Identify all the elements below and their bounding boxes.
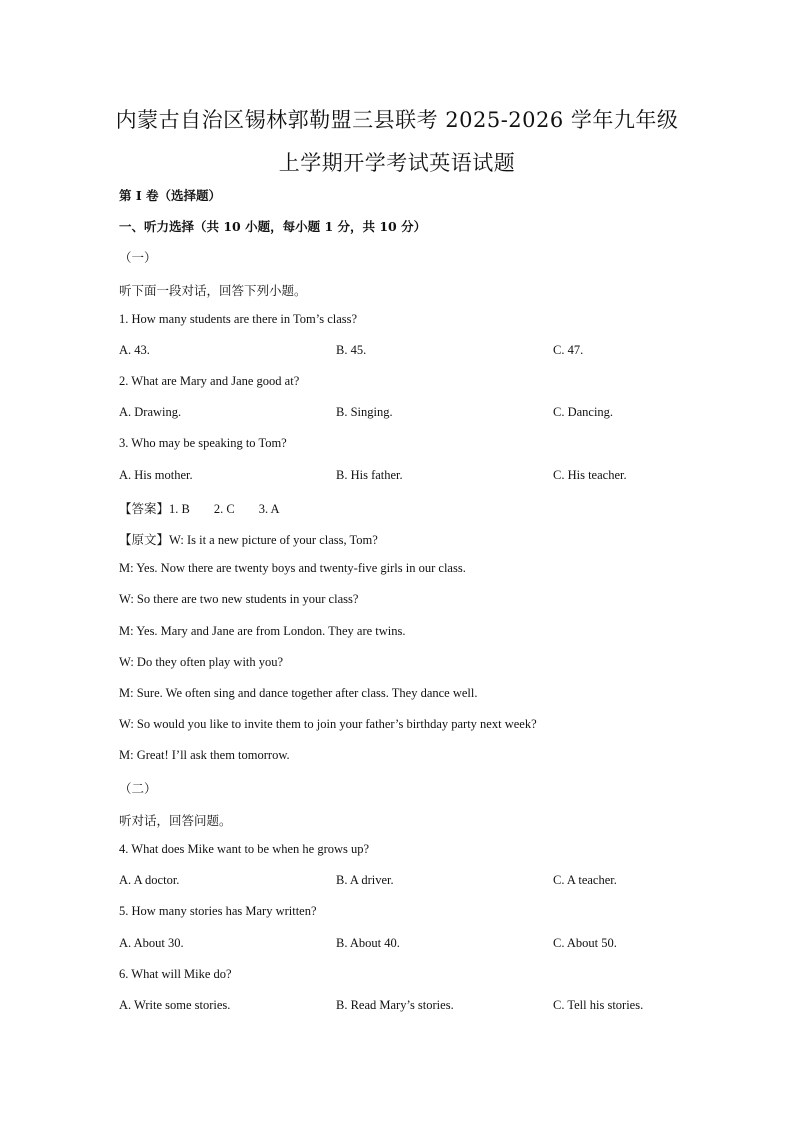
q4-option-b: B. A driver. — [336, 873, 394, 887]
question-6: 6. What will Mike do? — [119, 967, 232, 981]
q6-option-b: B. Read Mary’s stories. — [336, 998, 454, 1012]
subsection-label-1: （一） — [119, 250, 157, 265]
q1-option-b: B. 45. — [336, 343, 367, 357]
q2-option-b: B. Singing. — [336, 405, 393, 419]
q5-option-a: A. About 30. — [119, 936, 184, 950]
q1-option-a: A. 43. — [119, 343, 150, 357]
transcript-line-6: M: Sure. We often sing and dance together after class. They dance well. — [119, 686, 478, 700]
question-1: 1. How many students are there in Tom’s class? — [119, 312, 358, 326]
transcript-text-1: W: Is it a new picture of your class, Tom? — [169, 533, 378, 547]
transcript-line-3: W: So there are two new students in your class? — [119, 592, 359, 606]
q2-option-c: C. Dancing. — [553, 405, 614, 419]
answer-1: 1. B — [169, 502, 190, 516]
q1-option-c: C. 47. — [553, 343, 584, 357]
q4-option-a: A. A doctor. — [119, 873, 180, 887]
q6-option-a: A. Write some stories. — [119, 998, 231, 1012]
question-2: 2. What are Mary and Jane good at? — [119, 374, 300, 388]
q3-option-b: B. His father. — [336, 468, 403, 482]
instruction-1: 听下面一段对话，回答下列小题。 — [119, 283, 307, 298]
q4-option-c: C. A teacher. — [553, 873, 617, 887]
transcript-line-2: M: Yes. Now there are twenty boys and twenty-five girls in our class. — [119, 561, 466, 575]
q6-option-c: C. Tell his stories. — [553, 998, 644, 1012]
document-title-line-1: 内蒙古自治区锡林郭勒盟三县联考 2025-2026 学年九年级 — [115, 108, 679, 132]
transcript-line-7: W: So would you like to invite them to join your father’s birthday party next week? — [119, 717, 537, 731]
transcript-line-8: M: Great! I’ll ask them tomorrow. — [119, 748, 290, 762]
document-title-line-2: 上学期开学考试英语试题 — [278, 151, 516, 175]
answer-3: 3. A — [258, 502, 280, 516]
q5-option-c: C. About 50. — [553, 936, 617, 950]
q5-option-b: B. About 40. — [336, 936, 400, 950]
answer-label: 【答案】 — [119, 502, 170, 516]
transcript-line-5: W: Do they often play with you? — [119, 655, 284, 669]
subsection-label-2: （二） — [119, 781, 157, 796]
q3-option-c: C. His teacher. — [553, 468, 627, 482]
question-4: 4. What does Mike want to be when he grows up? — [119, 842, 370, 856]
part-heading: 一、听力选择（共 10 小题，每小题 1 分，共 10 分） — [119, 219, 427, 234]
answer-2: 2. C — [213, 502, 235, 516]
answer-line — [119, 499, 280, 517]
transcript-line-1 — [119, 530, 378, 548]
transcript-label: 【原文】 — [119, 533, 170, 547]
question-3: 3. Who may be speaking to Tom? — [119, 436, 287, 450]
transcript-line-4: M: Yes. Mary and Jane are from London. They are twins. — [119, 624, 406, 638]
q3-option-a: A. His mother. — [119, 468, 193, 482]
section-heading: 第 I 卷（选择题） — [119, 188, 222, 203]
question-5: 5. How many stories has Mary written? — [119, 904, 317, 918]
q2-option-a: A. Drawing. — [119, 405, 182, 419]
instruction-2: 听对话，回答问题。 — [119, 813, 232, 828]
